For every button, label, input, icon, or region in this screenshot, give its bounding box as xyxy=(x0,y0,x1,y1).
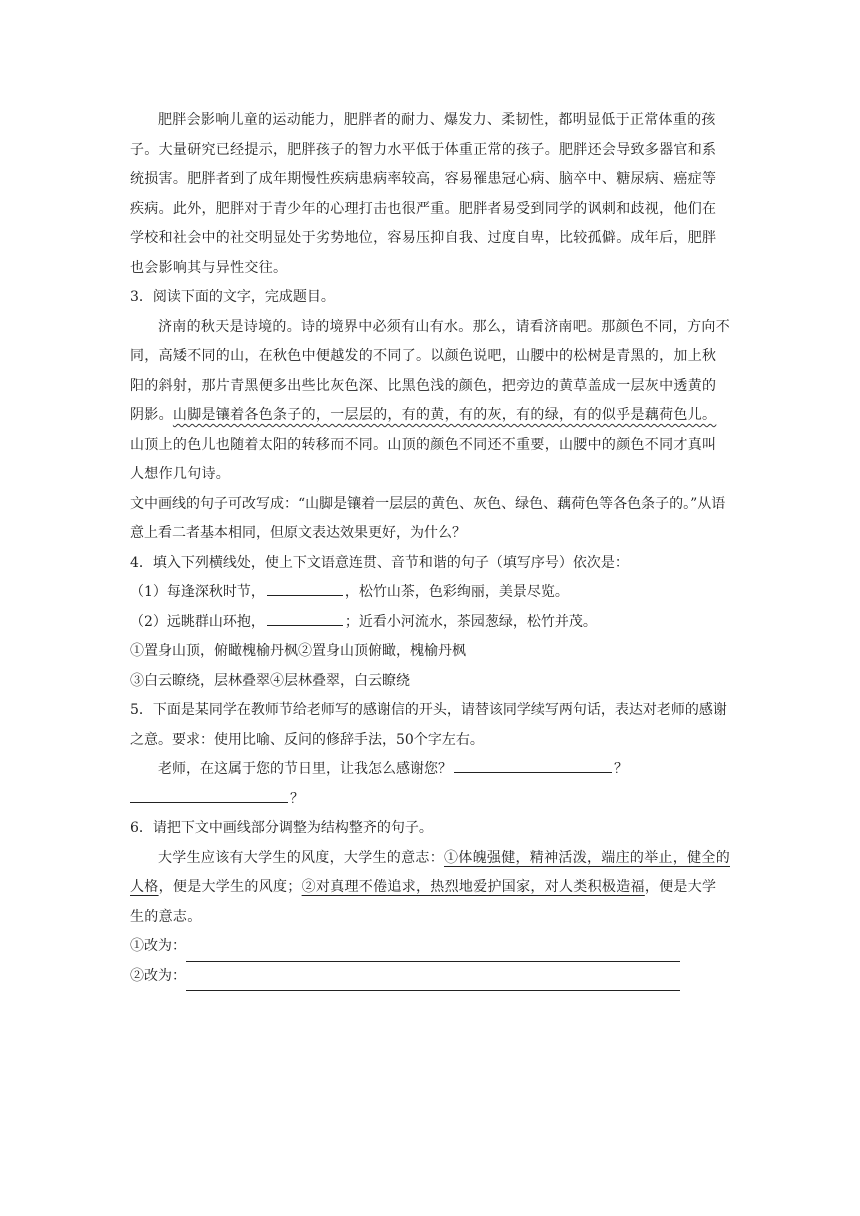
q6-answer1-label: ①改为： xyxy=(130,938,186,954)
q4-blank-1[interactable] xyxy=(267,578,343,596)
q5-stem: 5．下面是某同学在教师节给老师写的感谢信的开头，请替该同学续写两句话，表达对老师的感谢之意。要求：使用比喻、反问的修辞手法，50个字左右。 xyxy=(130,702,727,748)
document-page xyxy=(130,106,730,991)
q6-answer1-line[interactable] xyxy=(186,944,680,962)
q6-answer-2 xyxy=(130,962,730,992)
q5-blank-2[interactable] xyxy=(130,785,288,803)
q4-item-2 xyxy=(130,608,730,638)
q5-letter-text: 老师，在这属于您的节日里，让我怎么感谢您？ xyxy=(158,761,452,777)
q4-item1-before: （1）每逢深秋时节， xyxy=(130,584,265,600)
q4-item2-before: （2）远眺群山环抱， xyxy=(130,613,265,630)
q6-passage-mid: ，便是大学生的风度； xyxy=(158,879,302,895)
q3-passage-before: 济南的秋天是诗境的。诗的境界中必须有山有水。那么，请看济南吧。那颜色不同，方向不同，高矮不同的山，在秋色中便越发的不同了。以颜色说吧，山腰中的松树是青黑的，加上秋阳的斜射，那片青黑便多出些比灰色深、比黑色浅的颜色，把旁边的黄草盖成一层灰中透黄的阴影。 xyxy=(130,318,730,423)
obesity-passage: 肥胖会影响儿童的运动能力，肥胖者的耐力、爆发力、柔韧性，都明显低于正常体重的孩子。大量研究已经提示，肥胖孩子的智力水平低于体重正常的孩子。肥胖还会导致多器官和系统损害。肥胖者到了成年期慢性疾病患病率较高，容易罹患冠心病、脑卒中、糖尿病、癌症等疾病。此外，肥胖对于青少年的心理打击也很严重。肥胖者易受到同学的讽刺和歧视，他们在学校和社会中的社交明显处于劣势地位，容易压抑自我、过度自卑，比较孤僻。成年后，肥胖也会影响其与异性交往。 xyxy=(130,112,717,276)
q6-answer-1 xyxy=(130,932,730,962)
q6-stem: 6．请把下文中画线部分调整为结构整齐的句子。 xyxy=(130,820,433,836)
q3-passage xyxy=(130,313,730,490)
q6-passage-start: 大学生应该有大学生的风度，大学生的意志： xyxy=(158,849,444,866)
q4-options-1: ①置身山顶，俯瞰槐榆丹枫②置身山顶俯瞰，槐榆丹枫 xyxy=(130,643,466,659)
q5-blank-1[interactable] xyxy=(454,755,612,773)
q3-underlined-sentence: 山脚是镶着各色条子的，一层层的，有的黄，有的灰，有的绿，有的似乎是藕荷色儿。 xyxy=(172,407,717,423)
q6-answer2-label: ②改为： xyxy=(130,967,186,984)
q6-answer2-line[interactable] xyxy=(186,973,680,991)
q3-question: 文中画线的句子可改写成：“山脚是镶着一层层的黄色、灰色、绿色、藕荷色等各色条子的。”从语意上看二者基本相同，但原文表达效果更好，为什么？ xyxy=(130,495,726,541)
q5-line-2 xyxy=(130,785,730,815)
q5-letter-start xyxy=(130,755,730,785)
q5-qmark-1: ？ xyxy=(614,761,628,777)
q6-underlined-2: ②对真理不倦追求，热烈地爱护国家，对人类积极造福 xyxy=(301,879,645,895)
q6-underlined-1: ①体魄强健，精神活泼，端庄的举止，健全的人格 xyxy=(130,849,730,895)
q6-passage xyxy=(130,844,730,933)
q3-passage-after: 山顶上的色儿也随着太阳的转移而不同。山顶的颜色不同还不重要，山腰中的颜色不同才真叫人想作几句诗。 xyxy=(130,436,717,482)
q5-qmark-2: ？ xyxy=(290,790,304,807)
q4-options-2: ③白云瞭绕，层林叠翠④层林叠翠，白云瞭绕 xyxy=(130,672,410,689)
q4-blank-2[interactable] xyxy=(267,608,343,626)
q6-passage-end: ，便是大学生的意志。 xyxy=(130,879,717,925)
q4-stem: 4．填入下列横线处，使上下文语意连贯、音节和谐的句子（填写序号）依次是： xyxy=(130,554,629,571)
q4-item2-after: ；近看小河流水，茶园葱绿，松竹并茂。 xyxy=(344,613,597,630)
q4-item-1 xyxy=(130,578,730,608)
q3-stem: 3．阅读下面的文字，完成题目。 xyxy=(130,289,335,305)
q4-item1-after: ，松竹山茶，色彩绚丽，美景尽览。 xyxy=(344,584,569,600)
